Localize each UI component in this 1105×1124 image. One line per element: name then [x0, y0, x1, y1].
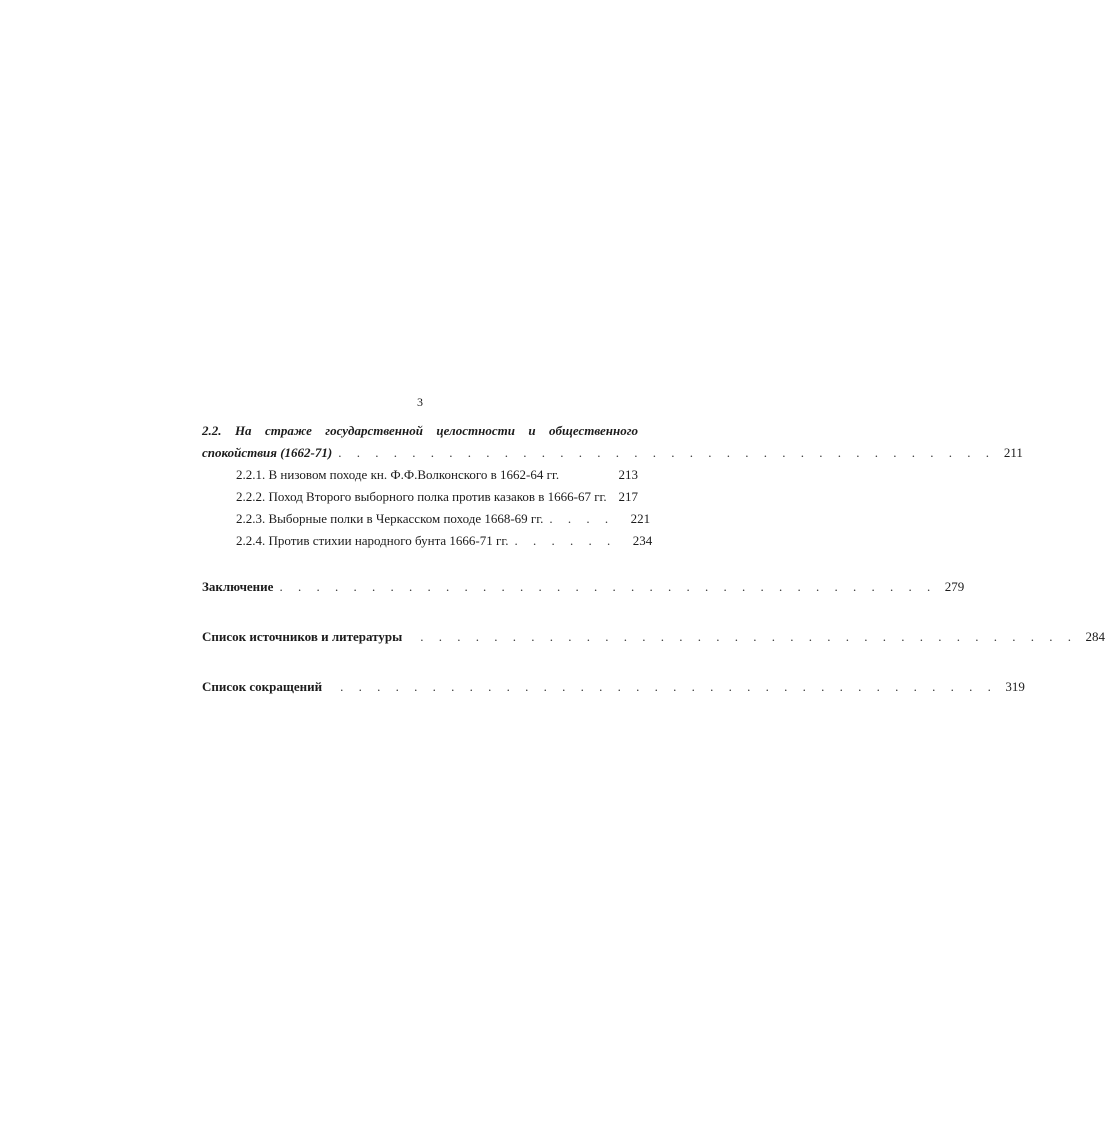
toc-entry — [202, 576, 965, 598]
dot-leader: . . . . — [549, 511, 615, 526]
toc-page-number: 217 — [618, 489, 638, 504]
toc-section-title-line2-row — [202, 442, 1023, 464]
toc-entry — [202, 676, 1025, 698]
toc-entry-label: Список сокращений — [202, 679, 323, 694]
toc-subsection — [202, 486, 638, 508]
toc-page-number: 234 — [632, 533, 653, 548]
toc-subsection-label: 2.2.3. Выборные полки в Черкасском походе 1668-69 гг. — [236, 511, 544, 526]
toc-page-number: 284 — [1085, 629, 1105, 644]
table-of-contents — [202, 420, 1105, 698]
dot-leader: . . . . . . . . . . . . . . . . . . . . . . . . . . . . . . . . . . . . — [420, 629, 1078, 644]
page-number: 3 — [417, 395, 423, 409]
toc-entry — [202, 626, 1105, 648]
dot-leader: . . . . . . . . . . . . . . . . . . . . . . . . . . . . . . . . . . . . — [279, 579, 937, 594]
toc-subsection — [202, 508, 651, 530]
toc-page-number: 213 — [618, 467, 638, 482]
toc-page-number: 211 — [1003, 445, 1023, 460]
toc-entry-label: Заключение — [202, 579, 274, 594]
toc-page-number: 319 — [1005, 679, 1025, 694]
toc-entry-label: Список источников и литературы — [202, 629, 403, 644]
toc-page-number: 279 — [944, 579, 965, 594]
toc-subsection-label: 2.2.4. Против стихии народного бунта 1666-71 гг. — [236, 533, 509, 548]
toc-subsection-label: 2.2.2. Поход Второго выборного полка против казаков в 1666-67 гг. — [236, 489, 607, 504]
toc-subsection-label: 2.2.1. В низовом походе кн. Ф.Ф.Волконского в 1662-64 гг. — [236, 467, 560, 482]
toc-page-number: 221 — [630, 511, 651, 526]
dot-leader: . . . . . . — [514, 533, 617, 548]
toc-subsection — [202, 530, 653, 552]
toc-section-title-line2: спокойствия (1662-71) — [202, 445, 333, 460]
toc-subsection — [202, 464, 638, 486]
dot-leader: . . . . . . . . . . . . . . . . . . . . . . . . . . . . . . . . . . . . — [338, 445, 995, 460]
dot-leader: . . . . . . . . . . . . . . . . . . . . . . . . . . . . . . . . . . . . — [340, 679, 997, 694]
toc-section-title-line1: 2.2. На страже государственной целостности и общественного — [202, 423, 638, 438]
